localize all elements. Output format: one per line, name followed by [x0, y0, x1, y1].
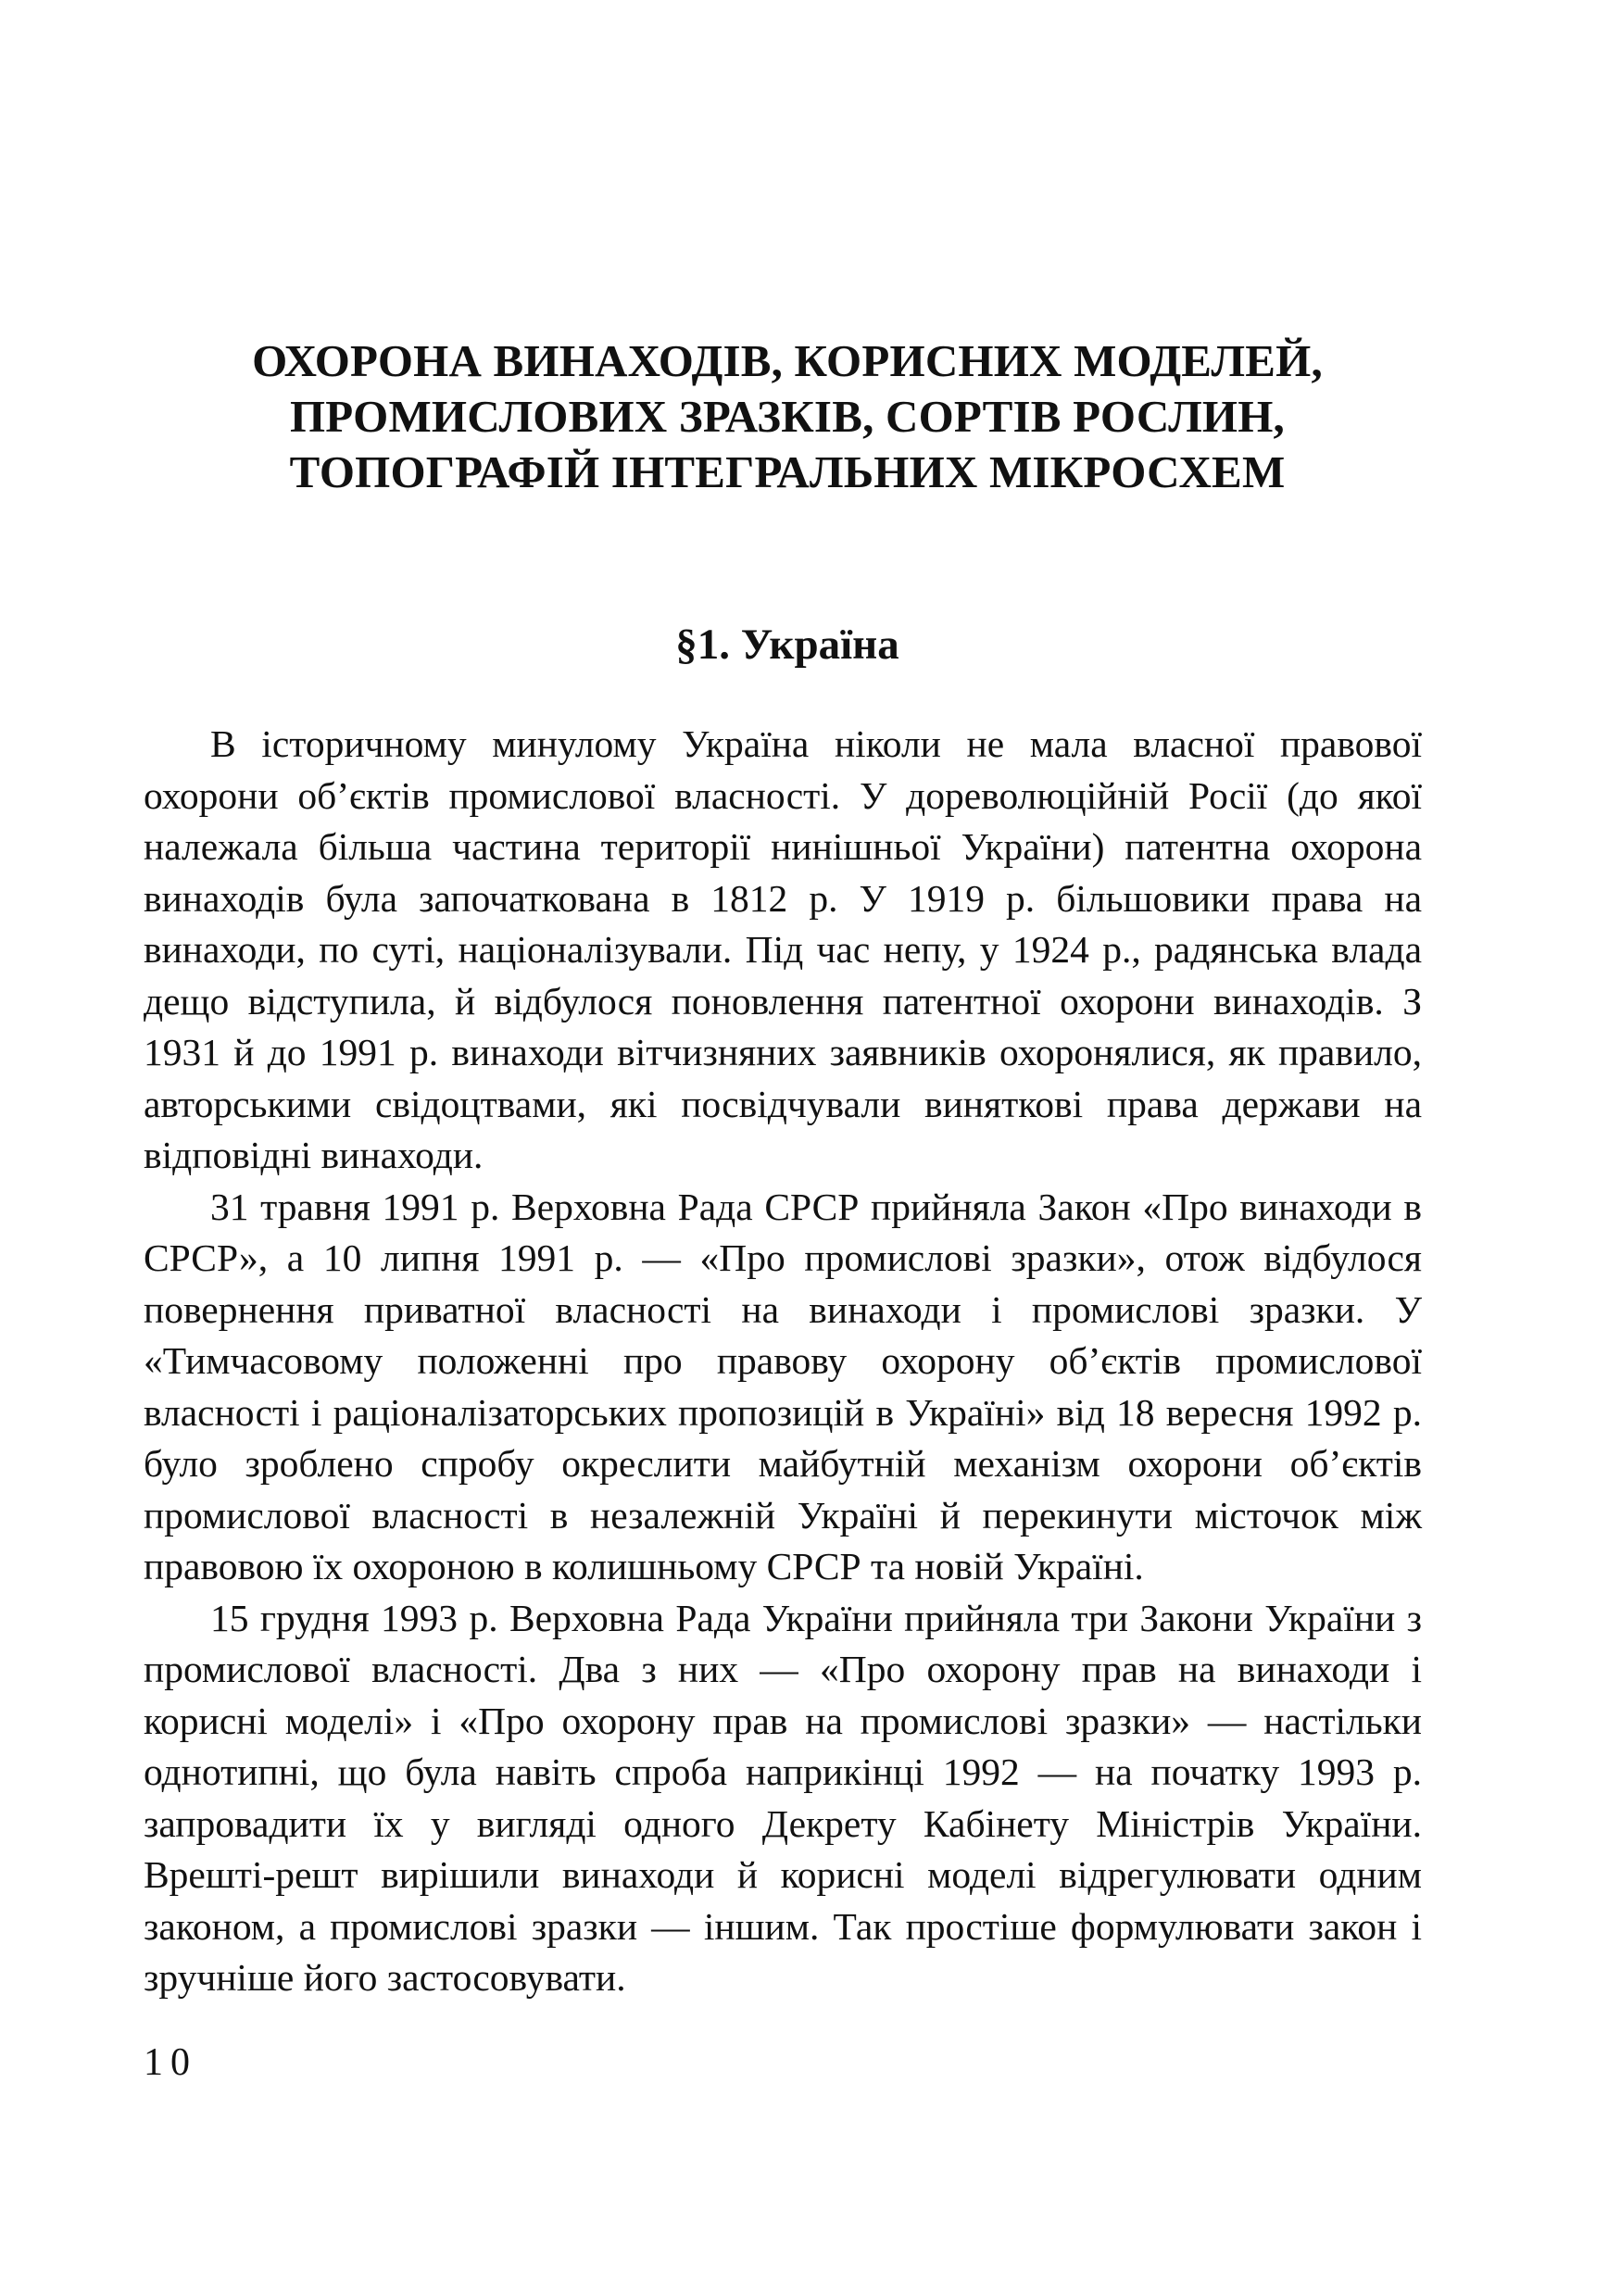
chapter-title-line-1: ОХОРОНА ВИНАХОДІВ, КОРИСНИХ МОДЕЛЕЙ,	[252, 335, 1323, 386]
chapter-title-line-3: ТОПОГРАФІЙ ІНТЕГРАЛЬНИХ МІКРОСХЕМ	[289, 446, 1286, 497]
section-heading: §1. Україна	[675, 621, 899, 669]
chapter-title	[139, 333, 1436, 500]
paragraph-2: 31 травня 1991 р. Верховна Рада СРСР прийняла Закон «Про винаходи в СРСР», а 10 липня 1991 р. — «Про промислові зразки», отож відбулося повернення приватної власності на винаходи і промислові зразки. У «Тимчасовому положенні про правову охорону об’єктів промислової власності і раціоналізаторських пропозицій в Україні» від 18 вересня 1992 р. було зроблено спробу окреслити майбутній механізм охорони об’єктів промислової власності в незалежній Україні й перекинути місточок між правовою їх охороною в колишньому СРСР та новій Україні.	[144, 1185, 1422, 1587]
paragraph-3: 15 грудня 1993 р. Верховна Рада України прийняла три Закони України з промислової власності. Два з них — «Про охорону прав на винаходи і корисні моделі» і «Про охорону прав на промислові зразки» — настільки однотипні, що була навіть спроба наприкінці 1992 — на початку 1993 р. запровадити їх у вигляді одного Декрету Кабінету Міністрів України. Врешті-решт вирішили винаходи й корисні моделі відрегулювати одним законом, а промислові зразки — іншим. Так простіше формулювати закон і зручніше його застосовувати.	[144, 1596, 1422, 1999]
chapter-title-line-2: ПРОМИСЛОВИХ ЗРАЗКІВ, СОРТІВ РОСЛИН,	[289, 391, 1286, 442]
page-number: 10	[144, 2041, 197, 2084]
paragraph-1: В історичному минулому Україна ніколи не мала власної правової охорони об’єктів промислової власності. У дореволюційній Росії (до якої належала більша частина території нинішньої України) патентна охорона винаходів була започаткована в 1812 р. У 1919 р. більшовики права на винаходи, по суті, націоналізували. Під час непу, у 1924 р., радянська влада дещо відступила, й відбулося поновлення патентної охорони винаходів. З 1931 й до 1991 р. винаходи вітчизняних заявників охоронялися, як правило, авторськими свідоцтвами, які посвідчували виняткові права держави на відповідні винаходи.	[144, 722, 1422, 1176]
body-text	[144, 719, 1422, 2004]
